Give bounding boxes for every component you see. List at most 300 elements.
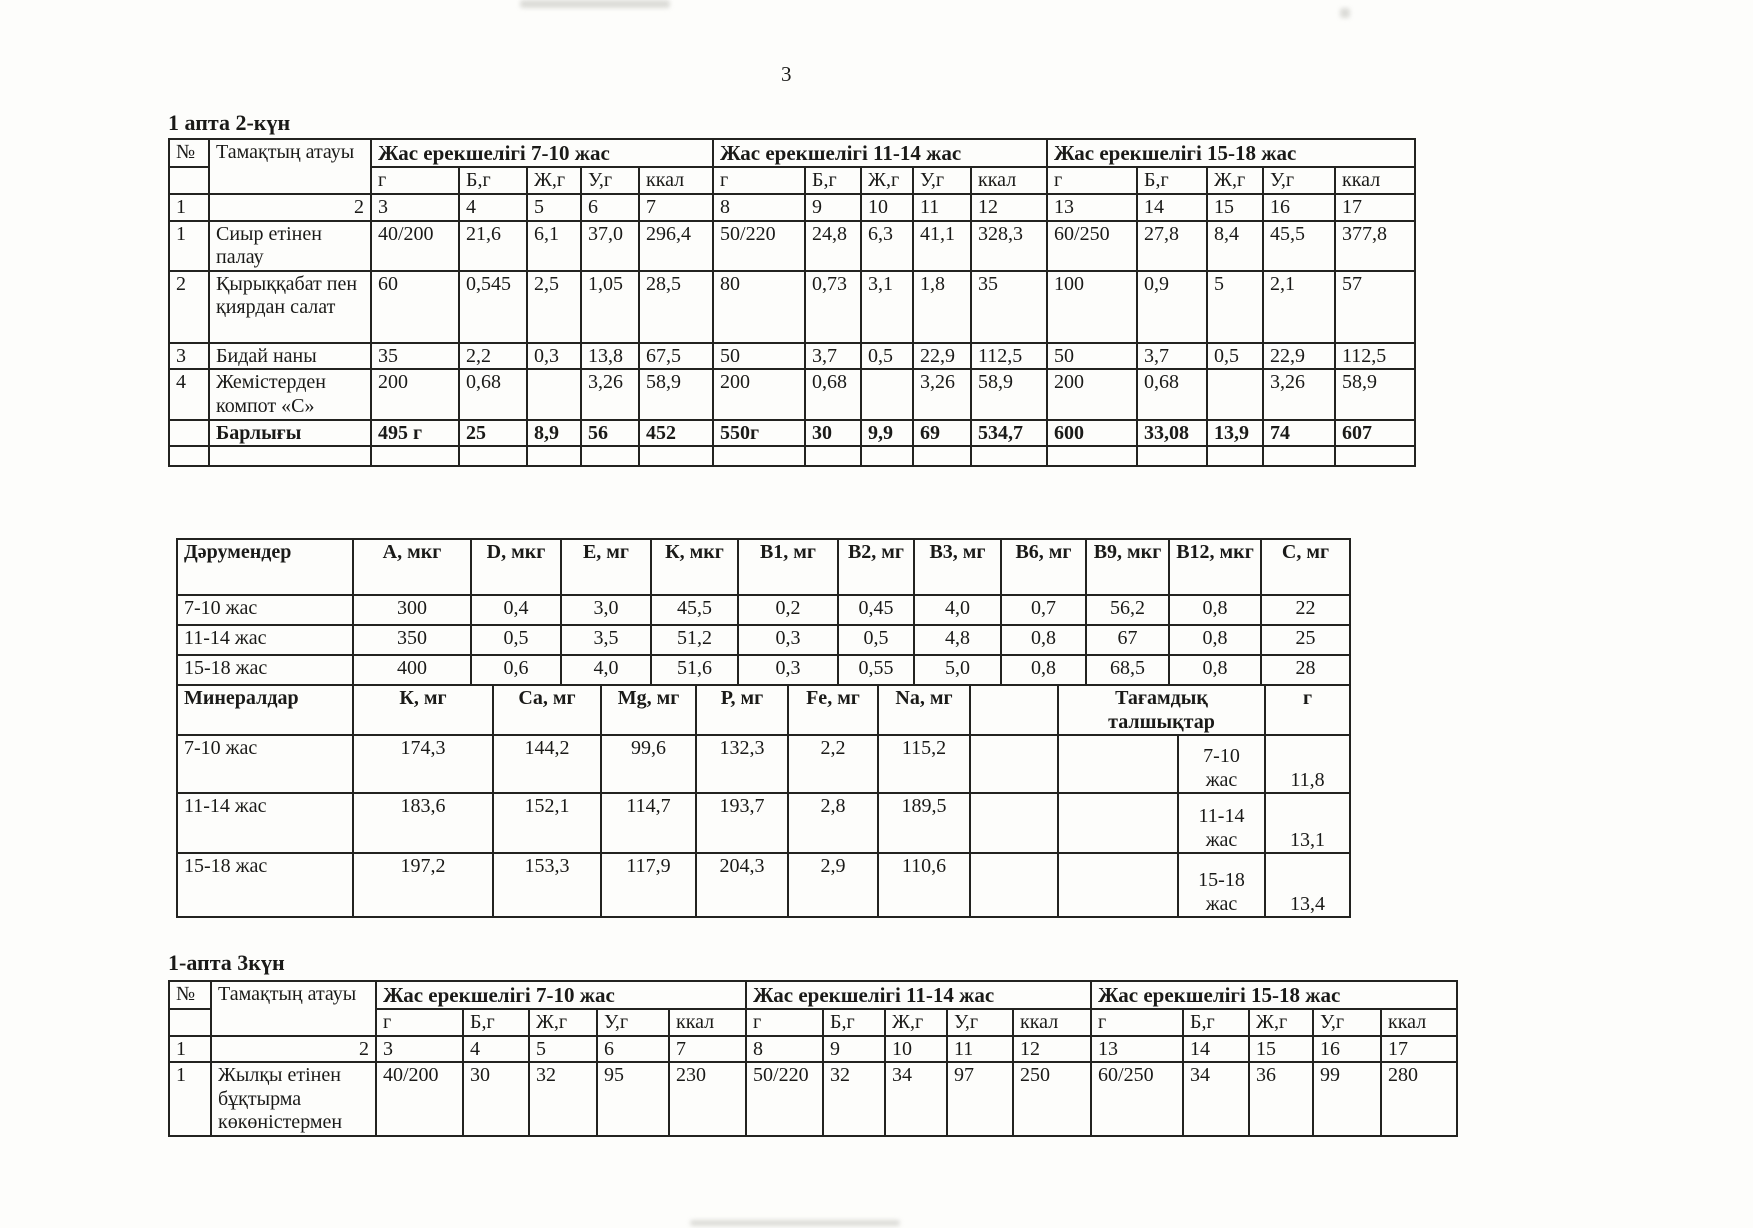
menu-table-day2 <box>168 138 1416 467</box>
table-cell: 60/250 <box>1047 221 1137 271</box>
table-cell: 607 <box>1335 420 1415 447</box>
section2-title: 1-апта 3күн <box>168 950 285 975</box>
table-cell: 6,1 <box>527 221 581 271</box>
table-cell: 6 <box>597 1036 669 1063</box>
column-header: Mg, мг <box>601 685 696 735</box>
empty-cell <box>169 446 209 466</box>
table-cell: 4,0 <box>914 595 1001 625</box>
table-cell: 3,5 <box>561 625 651 655</box>
table-cell: 58,9 <box>639 369 713 419</box>
num-column-header: № <box>169 139 209 167</box>
table-cell: 51,2 <box>651 625 738 655</box>
table-cell: 9 <box>823 1036 885 1063</box>
table-cell: 0,2 <box>738 595 838 625</box>
table-cell: 68,5 <box>1086 655 1169 685</box>
table-cell: 0,7 <box>1001 595 1086 625</box>
table-cell: 328,3 <box>971 221 1047 271</box>
table-cell: 45,5 <box>651 595 738 625</box>
table-cell: 110,6 <box>878 853 970 917</box>
table-cell: 2 <box>209 194 371 221</box>
table-cell: 8 <box>713 194 805 221</box>
table-row <box>169 1062 1457 1136</box>
column-header: С, мг <box>1261 539 1350 595</box>
table-cell: У,г <box>581 167 639 194</box>
table-cell: 250 <box>1013 1062 1091 1136</box>
table-cell: 16 <box>1263 194 1335 221</box>
table-cell: Ж,г <box>1249 1009 1313 1036</box>
table-cell: 300 <box>353 595 471 625</box>
table-cell: 183,6 <box>353 793 493 853</box>
table-cell: Б,г <box>459 167 527 194</box>
table-cell: Б,г <box>1137 167 1207 194</box>
table-cell: 5 <box>1207 271 1263 343</box>
table-cell: 67 <box>1086 625 1169 655</box>
age-group-header: Жас ерекшелігі 7-10 жас <box>376 981 746 1009</box>
dish-name: Қырыққабат пен қиярдан салат <box>209 271 371 343</box>
age-label: 7-10 жас <box>177 735 353 793</box>
table-cell: 27,8 <box>1137 221 1207 271</box>
age-group-header: Жас ерекшелігі 15-18 жас <box>1047 139 1415 167</box>
column-header: К, мкг <box>651 539 738 595</box>
fiber-unit-header: г <box>1265 685 1350 735</box>
table-cell: 377,8 <box>1335 221 1415 271</box>
empty-cell <box>1047 446 1137 466</box>
table-cell: 296,4 <box>639 221 713 271</box>
fiber-age-label: 11-14 жас <box>1178 793 1265 853</box>
table-cell: 0,4 <box>471 595 561 625</box>
table-cell: 57 <box>1335 271 1415 343</box>
table-cell: 1 <box>169 1036 211 1063</box>
table-cell: 0,545 <box>459 271 527 343</box>
table-cell: 2,5 <box>527 271 581 343</box>
age-group-header: Жас ерекшелігі 11-14 жас <box>746 981 1091 1009</box>
table-cell: 28,5 <box>639 271 713 343</box>
empty-cell <box>1335 446 1415 466</box>
age-label: 11-14 жас <box>177 625 353 655</box>
empty-cell <box>1207 446 1263 466</box>
minerals-header-row <box>177 685 1350 735</box>
table-cell: У,г <box>597 1009 669 1036</box>
table-cell: 200 <box>1047 369 1137 419</box>
table-cell: 0,3 <box>527 343 581 370</box>
table-cell: 0,73 <box>805 271 861 343</box>
table-cell: 34 <box>885 1062 947 1136</box>
table-cell: 8,9 <box>527 420 581 447</box>
table-cell: 11 <box>913 194 971 221</box>
table-row <box>177 625 1350 655</box>
table-cell: 3,7 <box>805 343 861 370</box>
table-cell: 5 <box>527 194 581 221</box>
empty-cell <box>169 420 209 447</box>
table-cell: 17 <box>1335 194 1415 221</box>
table-cell: ккал <box>639 167 713 194</box>
table-cell: 452 <box>639 420 713 447</box>
column-header: В2, мг <box>838 539 914 595</box>
table-cell: Ж,г <box>885 1009 947 1036</box>
table-cell: 0,8 <box>1169 655 1261 685</box>
table-cell: 15 <box>1207 194 1263 221</box>
table-cell: 32 <box>823 1062 885 1136</box>
table-cell: 51,6 <box>651 655 738 685</box>
table-cell: 600 <box>1047 420 1137 447</box>
table-row <box>177 655 1350 685</box>
table-cell: 4 <box>459 194 527 221</box>
table-cell: 1,8 <box>913 271 971 343</box>
table-cell: 3,26 <box>1263 369 1335 419</box>
table-cell: 534,7 <box>971 420 1047 447</box>
table-cell: 117,9 <box>601 853 696 917</box>
table-cell: 12 <box>971 194 1047 221</box>
table-cell: 33,08 <box>1137 420 1207 447</box>
table-cell: 7 <box>669 1036 746 1063</box>
table-cell: 193,7 <box>696 793 788 853</box>
age-label: 7-10 жас <box>177 595 353 625</box>
table-cell: 36 <box>1249 1062 1313 1136</box>
column-header: В3, мг <box>914 539 1001 595</box>
table-cell: г <box>746 1009 823 1036</box>
table-cell: 280 <box>1381 1062 1457 1136</box>
table-cell: 0,3 <box>738 655 838 685</box>
column-header: D, мкг <box>471 539 561 595</box>
table-cell: У,г <box>947 1009 1013 1036</box>
table-cell: Б,г <box>823 1009 885 1036</box>
table-cell <box>861 369 913 419</box>
table-row <box>169 981 1457 1009</box>
table-cell: 1,05 <box>581 271 639 343</box>
table-cell: 0,68 <box>805 369 861 419</box>
table-cell: 9,9 <box>861 420 913 447</box>
table-cell: 22,9 <box>913 343 971 370</box>
table-cell: 3,0 <box>561 595 651 625</box>
table-cell: 100 <box>1047 271 1137 343</box>
empty-row <box>169 446 1415 466</box>
table-cell: 35 <box>371 343 459 370</box>
table-cell: 3 <box>376 1036 463 1063</box>
table-cell: 7 <box>639 194 713 221</box>
table-cell: 14 <box>1183 1036 1249 1063</box>
table-row <box>177 735 1350 793</box>
age-group-header: Жас ерекшелігі 15-18 жас <box>1091 981 1457 1009</box>
row-number: 4 <box>169 369 209 419</box>
table-cell: 2 <box>211 1036 376 1063</box>
table-cell: У,г <box>1263 167 1335 194</box>
table-cell: Б,г <box>805 167 861 194</box>
scan-artifact <box>690 1220 900 1226</box>
table-cell: 0,68 <box>459 369 527 419</box>
table-cell: 2,2 <box>788 735 878 793</box>
table-cell: 24,8 <box>805 221 861 271</box>
empty-cell <box>581 446 639 466</box>
section1-title: 1 апта 2-күн <box>168 110 291 135</box>
table-cell: 60/250 <box>1091 1062 1183 1136</box>
empty-cell <box>805 446 861 466</box>
table-cell: 230 <box>669 1062 746 1136</box>
vitamins-table <box>176 538 1351 686</box>
column-header: Р, мг <box>696 685 788 735</box>
table-cell: 0,45 <box>838 595 914 625</box>
table-cell: 350 <box>353 625 471 655</box>
table-cell: 16 <box>1313 1036 1381 1063</box>
total-row <box>169 420 1415 447</box>
table-cell: 99 <box>1313 1062 1381 1136</box>
name-column-header: Тамақтың атауы <box>209 139 371 194</box>
table-cell: 0,3 <box>738 625 838 655</box>
table-cell: 15 <box>1249 1036 1313 1063</box>
table-cell: г <box>713 167 805 194</box>
fiber-age-label: 7-10 жас <box>1178 735 1265 793</box>
table-cell: 10 <box>861 194 913 221</box>
table-cell: г <box>371 167 459 194</box>
table-cell: 200 <box>713 369 805 419</box>
empty-cell <box>209 446 371 466</box>
table-cell: г <box>1091 1009 1183 1036</box>
table-cell: 0,5 <box>471 625 561 655</box>
age-label: 15-18 жас <box>177 655 353 685</box>
table-cell: 32 <box>529 1062 597 1136</box>
age-label: 11-14 жас <box>177 793 353 853</box>
column-header: В9, мкг <box>1086 539 1169 595</box>
minerals-table <box>176 684 1351 918</box>
column-header: Fe, мг <box>788 685 878 735</box>
age-label: 15-18 жас <box>177 853 353 917</box>
table-cell: 60 <box>371 271 459 343</box>
table-cell: 114,7 <box>601 793 696 853</box>
table-cell: 28 <box>1261 655 1350 685</box>
table-cell: 4,8 <box>914 625 1001 655</box>
empty-cell <box>169 1009 211 1036</box>
empty-cell <box>1137 446 1207 466</box>
scan-artifact <box>520 0 670 8</box>
empty-cell <box>459 446 527 466</box>
table-row <box>169 271 1415 343</box>
table-cell: Ж,г <box>1207 167 1263 194</box>
table-cell: 35 <box>971 271 1047 343</box>
table-cell: 56 <box>581 420 639 447</box>
age-group-header: Жас ерекшелігі 7-10 жас <box>371 139 713 167</box>
table-cell: 6,3 <box>861 221 913 271</box>
age-group-header: Жас ерекшелігі 11-14 жас <box>713 139 1047 167</box>
table-cell: 144,2 <box>493 735 601 793</box>
empty-cell <box>970 853 1058 917</box>
table-cell: 2,1 <box>1263 271 1335 343</box>
table-cell: 0,5 <box>861 343 913 370</box>
table-row <box>177 853 1350 917</box>
table-cell: 2,8 <box>788 793 878 853</box>
table-cell: 56,2 <box>1086 595 1169 625</box>
table-cell: 5,0 <box>914 655 1001 685</box>
table-cell: 0,5 <box>1207 343 1263 370</box>
table-cell <box>1207 369 1263 419</box>
table-cell: 6 <box>581 194 639 221</box>
table-cell: Б,г <box>1183 1009 1249 1036</box>
table-cell: 13,9 <box>1207 420 1263 447</box>
table-cell: 99,6 <box>601 735 696 793</box>
table-cell: 30 <box>463 1062 529 1136</box>
table-cell: Ж,г <box>861 167 913 194</box>
empty-cell <box>970 793 1058 853</box>
table-cell: 8,4 <box>1207 221 1263 271</box>
column-header: А, мкг <box>353 539 471 595</box>
column-header: В6, мг <box>1001 539 1086 595</box>
table-cell: Ж,г <box>529 1009 597 1036</box>
table-cell: 30 <box>805 420 861 447</box>
table-cell: ккал <box>1335 167 1415 194</box>
table-cell: 4 <box>463 1036 529 1063</box>
column-number-row <box>169 194 1415 221</box>
column-header: К, мг <box>353 685 493 735</box>
dish-name: Жемістерден компот «С» <box>209 369 371 419</box>
table-row <box>177 793 1350 853</box>
table-row <box>169 343 1415 370</box>
empty-cell <box>527 446 581 466</box>
menu-table-day3 <box>168 980 1458 1137</box>
table-cell: У,г <box>1313 1009 1381 1036</box>
empty-cell <box>169 167 209 194</box>
table-cell: Б,г <box>463 1009 529 1036</box>
empty-cell <box>639 446 713 466</box>
empty-cell <box>861 446 913 466</box>
table-cell: 67,5 <box>639 343 713 370</box>
name-column-header: Тамақтың атауы <box>211 981 376 1036</box>
table-cell: 40/200 <box>371 221 459 271</box>
table-cell: 5 <box>529 1036 597 1063</box>
table-cell: 13 <box>1091 1036 1183 1063</box>
table-cell: 13,8 <box>581 343 639 370</box>
column-number-row <box>169 1036 1457 1063</box>
table-cell: 0,68 <box>1137 369 1207 419</box>
fiber-value: 13,4 <box>1265 853 1350 917</box>
table-cell: 22,9 <box>1263 343 1335 370</box>
fiber-value: 13,1 <box>1265 793 1350 853</box>
table-cell: 495 г <box>371 420 459 447</box>
table-cell: 2,9 <box>788 853 878 917</box>
empty-cell <box>371 446 459 466</box>
table-cell: 34 <box>1183 1062 1249 1136</box>
table-cell: 0,8 <box>1001 655 1086 685</box>
row-number: 2 <box>169 271 209 343</box>
table-cell: Ж,г <box>527 167 581 194</box>
column-header: Са, мг <box>493 685 601 735</box>
table-cell: ккал <box>1013 1009 1091 1036</box>
minerals-label: Минералдар <box>177 685 353 735</box>
table-cell: 12 <box>1013 1036 1091 1063</box>
table-cell: 400 <box>353 655 471 685</box>
table-cell: 2,2 <box>459 343 527 370</box>
table-cell: 132,3 <box>696 735 788 793</box>
table-cell: 58,9 <box>971 369 1047 419</box>
table-cell: 95 <box>597 1062 669 1136</box>
table-cell: 17 <box>1381 1036 1457 1063</box>
table-cell: 0,5 <box>838 625 914 655</box>
row-number: 1 <box>169 221 209 271</box>
empty-cell <box>1058 735 1178 793</box>
table-cell: 0,8 <box>1001 625 1086 655</box>
row-number: 1 <box>169 1062 211 1136</box>
table-cell: 200 <box>371 369 459 419</box>
table-cell <box>527 369 581 419</box>
row-number: 3 <box>169 343 209 370</box>
table-cell: ккал <box>971 167 1047 194</box>
table-cell: У,г <box>913 167 971 194</box>
table-cell: 189,5 <box>878 793 970 853</box>
table-cell: 174,3 <box>353 735 493 793</box>
table-cell: 115,2 <box>878 735 970 793</box>
table-cell: 0,8 <box>1169 595 1261 625</box>
table-cell: 97 <box>947 1062 1013 1136</box>
table-cell: г <box>376 1009 463 1036</box>
table-cell: 69 <box>913 420 971 447</box>
table-cell: 25 <box>459 420 527 447</box>
table-cell: 8 <box>746 1036 823 1063</box>
table-cell: 21,6 <box>459 221 527 271</box>
table-cell: 58,9 <box>1335 369 1415 419</box>
table-cell: 50/220 <box>713 221 805 271</box>
table-cell: 13 <box>1047 194 1137 221</box>
table-cell: ккал <box>669 1009 746 1036</box>
table-cell: 25 <box>1261 625 1350 655</box>
table-cell: 41,1 <box>913 221 971 271</box>
num-column-header: № <box>169 981 211 1009</box>
table-cell: 197,2 <box>353 853 493 917</box>
table-cell: 112,5 <box>971 343 1047 370</box>
table-cell: 0,6 <box>471 655 561 685</box>
column-header: Е, мг <box>561 539 651 595</box>
table-row <box>177 595 1350 625</box>
empty-cell <box>913 446 971 466</box>
table-cell: 22 <box>1261 595 1350 625</box>
column-header: Na, мг <box>878 685 970 735</box>
dish-name: Жылқы етінен бұқтырма көкөністермен <box>211 1062 376 1136</box>
page-number: 3 <box>781 62 792 86</box>
fiber-header: Тағамдық талшықтар <box>1058 685 1265 735</box>
table-cell: 50 <box>713 343 805 370</box>
table-row <box>169 369 1415 419</box>
empty-cell <box>713 446 805 466</box>
scan-artifact <box>1340 8 1350 18</box>
dish-name: Сиыр етінен палау <box>209 221 371 271</box>
table-cell: 3,26 <box>581 369 639 419</box>
table-cell: 14 <box>1137 194 1207 221</box>
table-cell: 45,5 <box>1263 221 1335 271</box>
empty-cell <box>970 685 1058 735</box>
table-cell: 112,5 <box>1335 343 1415 370</box>
vitamins-label: Дәрумендер <box>177 539 353 595</box>
table-cell: 80 <box>713 271 805 343</box>
empty-cell <box>1058 853 1178 917</box>
table-cell: 204,3 <box>696 853 788 917</box>
empty-cell <box>970 735 1058 793</box>
table-cell: 74 <box>1263 420 1335 447</box>
table-row <box>169 139 1415 167</box>
table-cell: ккал <box>1381 1009 1457 1036</box>
table-cell: 0,9 <box>1137 271 1207 343</box>
table-cell: 0,8 <box>1169 625 1261 655</box>
table-cell: 3,26 <box>913 369 971 419</box>
table-cell: 11 <box>947 1036 1013 1063</box>
table-row <box>169 221 1415 271</box>
table-cell: 4,0 <box>561 655 651 685</box>
table-cell: г <box>1047 167 1137 194</box>
empty-cell <box>1263 446 1335 466</box>
fiber-value: 11,8 <box>1265 735 1350 793</box>
table-cell: 37,0 <box>581 221 639 271</box>
table-cell: 40/200 <box>376 1062 463 1136</box>
table-cell: 10 <box>885 1036 947 1063</box>
column-header: В1, мг <box>738 539 838 595</box>
table-cell: 550г <box>713 420 805 447</box>
fiber-age-label: 15-18 жас <box>1178 853 1265 917</box>
empty-cell <box>1058 793 1178 853</box>
